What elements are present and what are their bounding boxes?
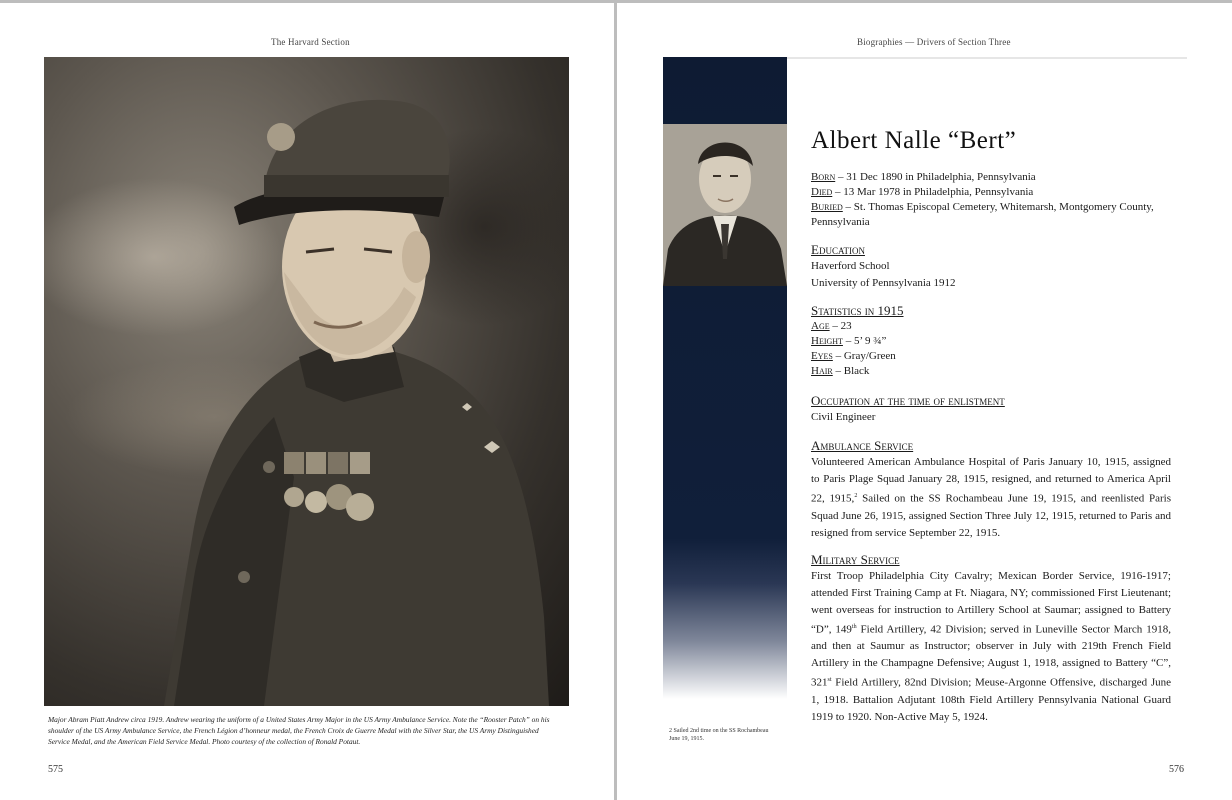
biography-content <box>811 126 1171 726</box>
ambulance-text-part: Volunteered American Ambulance Hospital of Paris January 10, 1915, assigned to Paris Plage Squad January 28, 1915, resigned, and returned to America April 22, 1915, <box>811 456 1171 505</box>
ambulance-text-part: Sailed on the SS Rochambeau June 19, 1915, and reenlisted Paris Squad June 26, 1915, assigned Section Three July 12, 1915, returned to Paris and resigned from service September 22, 1915. <box>811 492 1172 539</box>
right-page-number: 576 <box>1169 764 1184 775</box>
footnote-marker: 2 <box>854 493 858 499</box>
left-page <box>0 3 614 800</box>
bert-portrait-photo <box>663 124 787 286</box>
stat-label: Height <box>811 335 843 347</box>
right-running-head: Biographies — Drivers of Section Three <box>857 37 1011 47</box>
stat-height <box>811 334 1171 349</box>
photo-caption: Major Abram Piatt Andrew circa 1919. Andrew wearing the uniform of a United States Army Major in the US Army Ambulance Service. Note the “Rooster Patch” on his shoulder of the US Army Ambulance Service, the French Légion d’honneur medal, the French Croix de Guerre Medal with the Silver Star, the US Army Distinguished Service Medal, and the American Field Service Medal. Photo courtesy of the collection of Ronald Potaut. <box>48 715 550 746</box>
stat-label: Eyes <box>811 350 833 362</box>
footnote: 2 Sailed 2nd time on the SS Rochambeau June 19, 1915. <box>669 728 769 742</box>
right-page <box>617 3 1232 800</box>
died-label: Died <box>811 186 833 198</box>
ambulance-text <box>811 454 1171 542</box>
stat-age <box>811 319 1171 334</box>
stat-value: – Black <box>832 365 870 377</box>
stat-value: – 23 <box>829 320 852 332</box>
born-line <box>811 170 1171 185</box>
header-rule <box>787 57 1187 59</box>
left-running-head: The Harvard Section <box>271 37 350 47</box>
military-text-part: Field Artillery, 82nd Division; Meuse-Argonne Offensive, discharged June 1, 1918. Battalion Adjutant 108th Field Artillery Pennsylvania National Guard 1919 to 1920. Non-Active May 5, 1924. <box>811 676 1171 723</box>
military-text <box>811 568 1171 726</box>
born-label: Born <box>811 171 836 183</box>
education-heading: Education <box>811 242 865 257</box>
education-item: Haverford School <box>811 260 890 272</box>
ambulance-heading: Ambulance Service <box>811 438 914 453</box>
ordinal-suffix: st <box>827 677 832 684</box>
stat-value: – Gray/Green <box>832 350 896 362</box>
born-value: – 31 Dec 1890 in Philadelphia, Pennsylvania <box>835 171 1036 183</box>
military-text-part: First Troop Philadelphia City Cavalry; Mexican Border Service, 1916-1917; attended First Training Camp at Ft. Niagara, NY; commissioned First Lieutenant; went overseas for instruction to Artillery School at Saumar; assigned to Battery “D”, 149 <box>811 569 1171 636</box>
buried-label: Buried <box>811 201 843 213</box>
person-name: Albert Nalle “Bert” <box>811 127 1017 154</box>
andrew-portrait-photo <box>44 57 569 706</box>
statistics-heading: Statistics in 1915 <box>811 303 904 318</box>
died-value: – 13 Mar 1978 in Philadelphia, Pennsylvania <box>832 186 1034 198</box>
stat-eyes <box>811 349 1171 364</box>
stat-label: Age <box>811 320 830 332</box>
stat-hair <box>811 364 1171 379</box>
military-heading: Military Service <box>811 551 900 567</box>
buried-value: – St. Thomas Episcopal Cemetery, Whitemarsh, Montgomery County, Pennsylvania <box>811 201 1154 228</box>
occupation-value: Civil Engineer <box>811 411 876 423</box>
education-item: University of Pennsylvania 1912 <box>811 277 956 289</box>
ordinal-suffix: th <box>851 623 857 630</box>
stat-label: Hair <box>811 365 833 377</box>
buried-line <box>811 200 1171 230</box>
left-page-number: 575 <box>48 764 63 775</box>
stat-value: – 5’ 9 ¾” <box>842 335 887 347</box>
military-text-part: Field Artillery, 42 Division; served in Luneville Sector March 1918, and then at Saumur as Instructor; observer in July with 219th French Field Artillery in the Champagne Defensive; August 1, 1918, assigned to Battery “C”, 321 <box>811 623 1171 689</box>
occupation-heading: Occupation at the time of enlistment <box>811 393 1005 408</box>
died-line <box>811 185 1171 200</box>
